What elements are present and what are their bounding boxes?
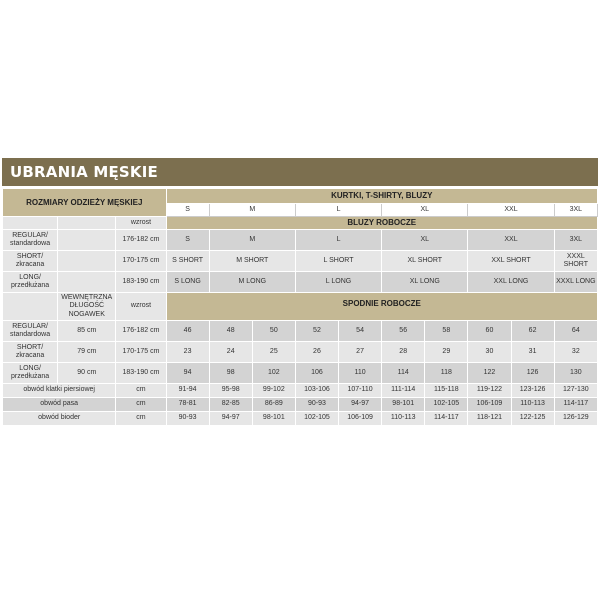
- measure-cell: 123-126: [511, 384, 554, 398]
- spodnie-cell: 126: [511, 363, 554, 384]
- kurtki-size: S: [166, 204, 209, 217]
- spodnie-cell: 32: [554, 342, 597, 363]
- measure-cell: 106-109: [468, 398, 511, 412]
- empty-cell: [58, 251, 116, 272]
- measure-cell: 111-114: [382, 384, 425, 398]
- wzrost-label: wzrost: [116, 217, 166, 230]
- measure-cell: 119-122: [468, 384, 511, 398]
- leg-length: 90 cm: [58, 363, 116, 384]
- unit: cm: [116, 398, 166, 412]
- spodnie-cell: 26: [295, 342, 338, 363]
- spodnie-cell: 48: [209, 321, 252, 342]
- measure-cell: 86-89: [252, 398, 295, 412]
- height-range: 176-182 cm: [116, 230, 166, 251]
- bluzy-cell: L LONG: [295, 272, 381, 293]
- bluzy-cell: L: [295, 230, 381, 251]
- spodnie-cell: 122: [468, 363, 511, 384]
- measure-cell: 102-105: [295, 412, 338, 426]
- empty-cell: [58, 272, 116, 293]
- measure-cell: 98-101: [252, 412, 295, 426]
- kurtki-size: XL: [382, 204, 468, 217]
- bluzy-cell: XL LONG: [382, 272, 468, 293]
- spodnie-cell: 52: [295, 321, 338, 342]
- unit: cm: [116, 384, 166, 398]
- spodnie-cell: 62: [511, 321, 554, 342]
- page-title: UBRANIA MĘSKIE: [2, 158, 598, 186]
- row-label: REGULAR/ standardowa: [3, 230, 58, 251]
- measure-cell: 110-113: [382, 412, 425, 426]
- kurtki-heading: KURTKI, T-SHIRTY, BLUZY: [166, 189, 597, 204]
- measure-cell: 90-93: [166, 412, 209, 426]
- spodnie-cell: 94: [166, 363, 209, 384]
- bluzy-cell: M LONG: [209, 272, 295, 293]
- spodnie-cell: 23: [166, 342, 209, 363]
- bluzy-cell: XXXL SHORT: [554, 251, 597, 272]
- measure-cell: 106-109: [339, 412, 382, 426]
- spodnie-cell: 29: [425, 342, 468, 363]
- spodnie-cell: 102: [252, 363, 295, 384]
- spodnie-cell: 28: [382, 342, 425, 363]
- spodnie-cell: 46: [166, 321, 209, 342]
- bluzy-cell: 3XL: [554, 230, 597, 251]
- unit: cm: [116, 412, 166, 426]
- bluzy-cell: XL SHORT: [382, 251, 468, 272]
- measure-label: obwód pasa: [3, 398, 116, 412]
- measure-cell: 115-118: [425, 384, 468, 398]
- height-range: 183-190 cm: [116, 363, 166, 384]
- spodnie-cell: 58: [425, 321, 468, 342]
- empty-cell: [58, 217, 116, 230]
- leg-length-label: WEWNĘTRZNA DŁUGOŚĆ NOGAWEK: [58, 293, 116, 321]
- spodnie-cell: 118: [425, 363, 468, 384]
- measure-cell: 114-117: [554, 398, 597, 412]
- spodnie-cell: 106: [295, 363, 338, 384]
- wzrost-label: wzrost: [116, 293, 166, 321]
- spodnie-cell: 25: [252, 342, 295, 363]
- spodnie-cell: 30: [468, 342, 511, 363]
- spodnie-cell: 24: [209, 342, 252, 363]
- empty-cell: [58, 230, 116, 251]
- measure-cell: 126-129: [554, 412, 597, 426]
- measure-label: obwód bioder: [3, 412, 116, 426]
- empty-cell: [3, 293, 58, 321]
- height-range: 176-182 cm: [116, 321, 166, 342]
- bluzy-cell: S LONG: [166, 272, 209, 293]
- spodnie-cell: 60: [468, 321, 511, 342]
- height-range: 183-190 cm: [116, 272, 166, 293]
- measure-cell: 94-97: [209, 412, 252, 426]
- measure-cell: 103-106: [295, 384, 338, 398]
- row-label: REGULAR/ standardowa: [3, 321, 58, 342]
- leg-length: 79 cm: [58, 342, 116, 363]
- bluzy-cell: M SHORT: [209, 251, 295, 272]
- empty-cell: [3, 217, 58, 230]
- spodnie-cell: 54: [339, 321, 382, 342]
- sizes-heading: ROZMIARY ODZIEŻY MĘSKIEJ: [3, 189, 167, 217]
- kurtki-size: M: [209, 204, 295, 217]
- kurtki-size: 3XL: [554, 204, 597, 217]
- height-range: 170-175 cm: [116, 342, 166, 363]
- kurtki-size: XXL: [468, 204, 554, 217]
- measure-cell: 82-85: [209, 398, 252, 412]
- measure-cell: 122-125: [511, 412, 554, 426]
- size-chart-table: [2, 188, 598, 426]
- bluzy-cell: XXXL LONG: [554, 272, 597, 293]
- bluzy-cell: XXL SHORT: [468, 251, 554, 272]
- spodnie-cell: 114: [382, 363, 425, 384]
- row-label: LONG/ przedłużana: [3, 363, 58, 384]
- leg-length: 85 cm: [58, 321, 116, 342]
- bluzy-cell: L SHORT: [295, 251, 381, 272]
- spodnie-cell: 110: [339, 363, 382, 384]
- measure-cell: 90-93: [295, 398, 338, 412]
- measure-cell: 102-105: [425, 398, 468, 412]
- spodnie-cell: 31: [511, 342, 554, 363]
- spodnie-cell: 56: [382, 321, 425, 342]
- height-range: 170-175 cm: [116, 251, 166, 272]
- measure-cell: 127-130: [554, 384, 597, 398]
- row-label: SHORT/ zkracana: [3, 342, 58, 363]
- row-label: LONG/ przedłużana: [3, 272, 58, 293]
- bluzy-cell: XXL LONG: [468, 272, 554, 293]
- bluzy-heading: BLUZY ROBOCZE: [166, 217, 597, 230]
- measure-cell: 91-94: [166, 384, 209, 398]
- spodnie-heading: SPODNIE ROBOCZE: [166, 293, 597, 321]
- measure-cell: 99-102: [252, 384, 295, 398]
- bluzy-cell: XXL: [468, 230, 554, 251]
- kurtki-size: L: [295, 204, 381, 217]
- measure-cell: 114-117: [425, 412, 468, 426]
- spodnie-cell: 130: [554, 363, 597, 384]
- measure-label: obwód klatki piersiowej: [3, 384, 116, 398]
- spodnie-cell: 50: [252, 321, 295, 342]
- measure-cell: 110-113: [511, 398, 554, 412]
- bluzy-cell: S SHORT: [166, 251, 209, 272]
- measure-cell: 95-98: [209, 384, 252, 398]
- spodnie-cell: 64: [554, 321, 597, 342]
- bluzy-cell: M: [209, 230, 295, 251]
- row-label: SHORT/ zkracana: [3, 251, 58, 272]
- measure-cell: 118-121: [468, 412, 511, 426]
- measure-cell: 94-97: [339, 398, 382, 412]
- spodnie-cell: 27: [339, 342, 382, 363]
- measure-cell: 98-101: [382, 398, 425, 412]
- bluzy-cell: S: [166, 230, 209, 251]
- spodnie-cell: 98: [209, 363, 252, 384]
- bluzy-cell: XL: [382, 230, 468, 251]
- measure-cell: 107-110: [339, 384, 382, 398]
- measure-cell: 78-81: [166, 398, 209, 412]
